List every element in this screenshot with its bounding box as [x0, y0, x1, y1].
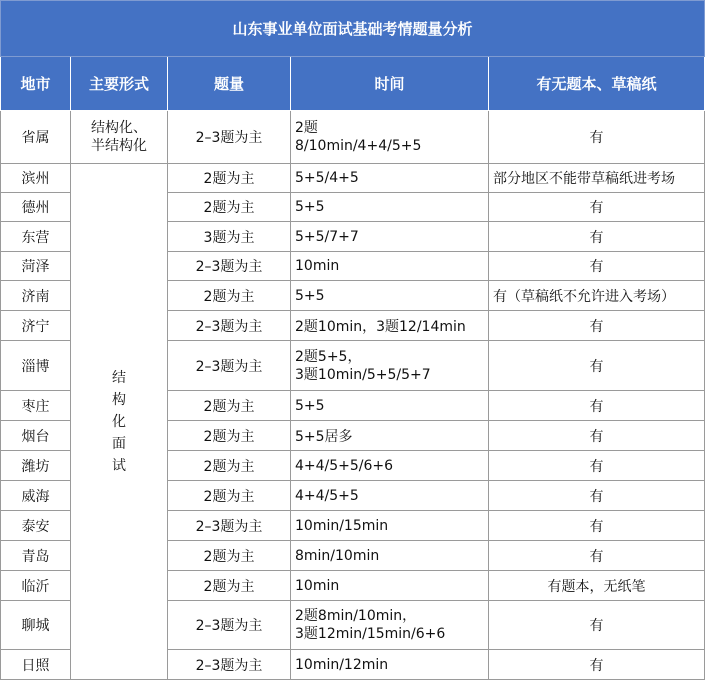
count-cell: 2题为主: [168, 481, 291, 511]
time-line: 4+4/5+5: [295, 487, 359, 504]
header-paper: 有无题本、草稿纸: [489, 57, 705, 111]
time-line: 5+5居多: [295, 428, 353, 445]
time-cell: [291, 391, 489, 421]
count-cell: 2–3题为主: [168, 252, 291, 281]
time-line: 10min: [295, 577, 340, 594]
city-cell: 菏泽: [1, 252, 71, 281]
count-cell: 2题为主: [168, 164, 291, 193]
time-cell: [291, 451, 489, 481]
paper-cell: 部分地区不能带草稿纸进考场: [489, 164, 705, 193]
count-cell: 2–3题为主: [168, 601, 291, 650]
time-cell: [291, 601, 489, 650]
form-line: 半结构化: [91, 138, 147, 154]
city-cell: 淄博: [1, 341, 71, 391]
paper-cell: 有: [489, 311, 705, 341]
count-cell: 2题为主: [168, 571, 291, 601]
city-cell: 聊城: [1, 601, 71, 650]
paper-cell: 有: [489, 421, 705, 451]
paper-cell: 有: [489, 222, 705, 252]
time-cell: [291, 222, 489, 252]
city-cell: 潍坊: [1, 451, 71, 481]
table-row: [1, 164, 705, 193]
city-cell: 济南: [1, 281, 71, 311]
time-line: 5+5: [295, 397, 325, 414]
city-cell: 德州: [1, 193, 71, 222]
form-line: 结构化、: [91, 120, 147, 136]
time-line: 5+5/4+5: [295, 170, 359, 186]
time-line: 3题10min/5+5/5+7: [295, 366, 431, 383]
time-cell: [291, 193, 489, 222]
header-time: 时间: [291, 57, 489, 111]
form-merged-cell: [71, 164, 168, 680]
paper-cell: 有题本，无纸笔: [489, 571, 705, 601]
table-row: [1, 111, 705, 164]
time-cell: [291, 511, 489, 541]
time-cell: [291, 650, 489, 680]
paper-cell: 有（草稿纸不允许进入考场）: [489, 281, 705, 311]
count-cell: 2题为主: [168, 193, 291, 222]
count-cell: 2题为主: [168, 281, 291, 311]
paper-cell: 有: [489, 650, 705, 680]
city-cell: 滨州: [1, 164, 71, 193]
count-cell: 2–3题为主: [168, 511, 291, 541]
time-cell: [291, 252, 489, 281]
count-cell: 2题为主: [168, 451, 291, 481]
table-title: 山东事业单位面试基础考情题量分析: [1, 1, 705, 57]
count-cell: 2题为主: [168, 391, 291, 421]
city-cell: 枣庄: [1, 391, 71, 421]
time-cell: [291, 311, 489, 341]
paper-cell: 有: [489, 111, 705, 164]
header-count: 题量: [168, 57, 291, 111]
form-merged-text: 结构化面试: [112, 369, 126, 474]
paper-cell: 有: [489, 511, 705, 541]
time-cell: [291, 481, 489, 511]
count-cell: 2–3题为主: [168, 341, 291, 391]
city-cell: 烟台: [1, 421, 71, 451]
time-line: 5+5/7+7: [295, 228, 359, 245]
city-cell: 临沂: [1, 571, 71, 601]
count-cell: 2–3题为主: [168, 111, 291, 164]
city-cell: 青岛: [1, 541, 71, 571]
time-cell: [291, 421, 489, 451]
time-line: 3题12min/15min/6+6: [295, 626, 446, 642]
time-line: 2题5+5，: [295, 348, 362, 365]
count-cell: 2–3题为主: [168, 650, 291, 680]
city-cell: 泰安: [1, 511, 71, 541]
city-cell: 东营: [1, 222, 71, 252]
count-cell: 3题为主: [168, 222, 291, 252]
paper-cell: 有: [489, 451, 705, 481]
time-cell: [291, 111, 489, 164]
city-cell: 省属: [1, 111, 71, 164]
header-form: 主要形式: [71, 57, 168, 111]
count-cell: 2题为主: [168, 421, 291, 451]
header-city: 地市: [1, 57, 71, 111]
time-line: 4+4/5+5/6+6: [295, 457, 394, 474]
time-line: 5+5: [295, 199, 325, 215]
count-cell: 2题为主: [168, 541, 291, 571]
paper-cell: 有: [489, 601, 705, 650]
time-line: 10min: [295, 258, 340, 274]
city-cell: 日照: [1, 650, 71, 680]
paper-cell: 有: [489, 341, 705, 391]
title-row: [1, 1, 705, 57]
header-row: [1, 57, 705, 111]
time-line: 8/10min/4+4/5+5: [295, 138, 422, 154]
time-line: 5+5: [295, 287, 325, 304]
time-line: 2题10min，3题12/14min: [295, 318, 466, 335]
paper-cell: 有: [489, 481, 705, 511]
time-line: 10min/15min: [295, 517, 389, 534]
time-line: 10min/12min: [295, 656, 389, 673]
paper-cell: 有: [489, 193, 705, 222]
time-cell: [291, 341, 489, 391]
city-cell: 威海: [1, 481, 71, 511]
time-cell: [291, 164, 489, 193]
time-cell: [291, 281, 489, 311]
time-line: 2题: [295, 120, 318, 136]
city-cell: 济宁: [1, 311, 71, 341]
time-line: 8min/10min: [295, 547, 380, 564]
time-cell: [291, 571, 489, 601]
time-line: 2题8min/10min，: [295, 608, 417, 624]
paper-cell: 有: [489, 252, 705, 281]
paper-cell: 有: [489, 541, 705, 571]
time-cell: [291, 541, 489, 571]
paper-cell: 有: [489, 391, 705, 421]
form-cell: [71, 111, 168, 164]
count-cell: 2–3题为主: [168, 311, 291, 341]
